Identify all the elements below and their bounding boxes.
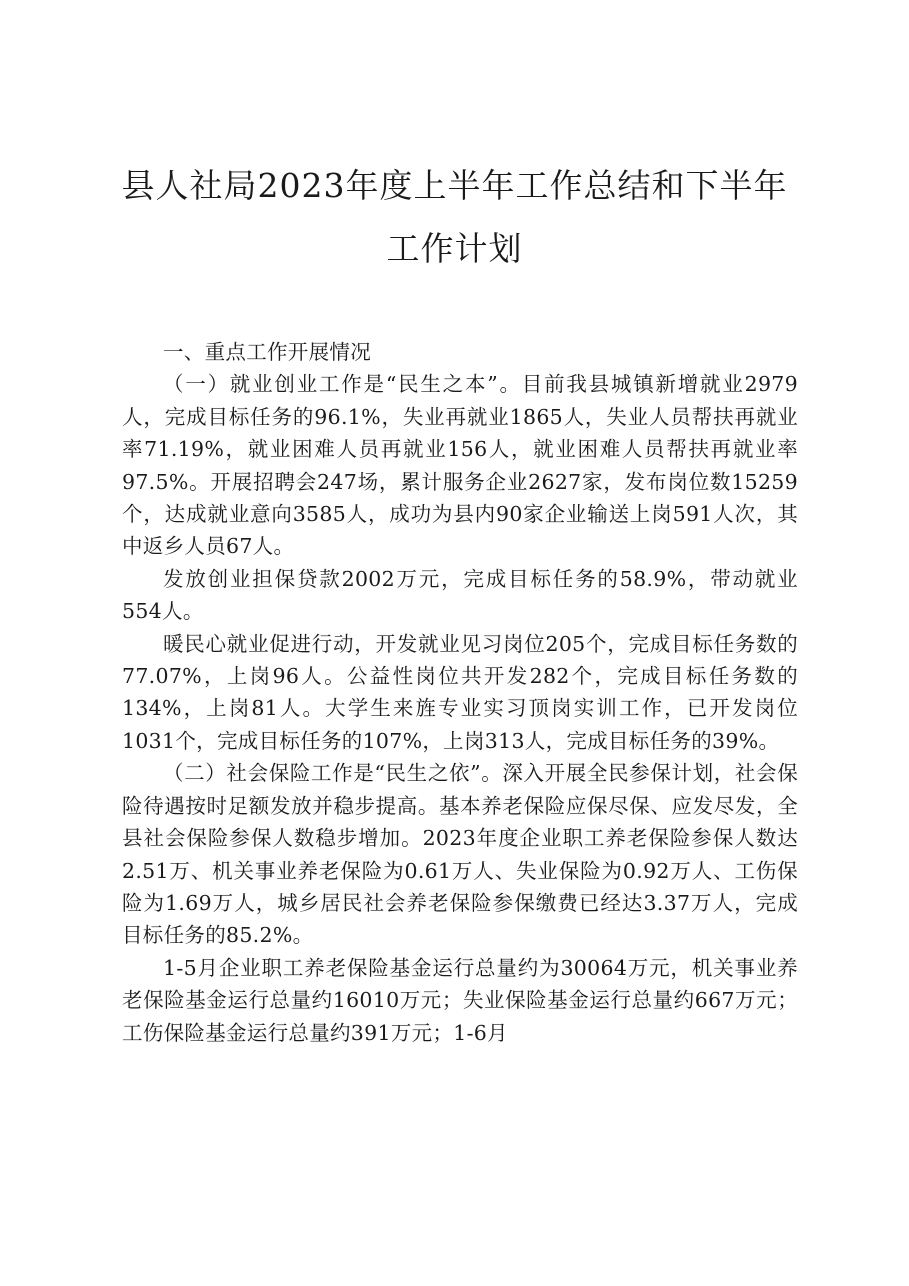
document-title-line-1: 县人社局2023年度上半年工作总结和下半年: [121, 166, 788, 205]
paragraph-fund-operation: 1-5月企业职工养老保险基金运行总量约为30064万元，机关事业养老保险基金运行总量约16010万元；失业保险基金运行总量约667万元；工伤保险基金运行总量约391万元；1-6月: [122, 955, 798, 1045]
paragraph-employment-promotion: 暖民心就业促进行动，开发就业见习岗位205个，完成目标任务数的77.07%，上岗96人。公益性岗位共开发282个，完成目标任务数的134%，上岗81人。大学生来旌专业实习顶岗实训工作，已开发岗位1031个，完成目标任务的107%，上岗313人，完成目标任务的39%。: [122, 631, 798, 753]
paragraph-employment: （一）就业创业工作是“民生之本”。目前我县城镇新增就业2979人，完成目标任务的96.1%，失业再就业1865人，失业人员帮扶再就业率71.19%，就业困难人员再就业156人，就业困难人员帮扶再就业率97.5%。开展招聘会247场，累计服务企业2627家，发布岗位数15259个，达成就业意向3585人，成功为县内90家企业输送上岗591人次，其中返乡人员67人。: [122, 372, 798, 559]
document-body: [122, 336, 798, 1049]
section-heading-key-work: 一、重点工作开展情况: [163, 340, 371, 364]
paragraph-entrepreneurship-loans: 发放创业担保贷款2002万元，完成目标任务的58.9%，带动就业554人。: [122, 566, 798, 624]
document-title-line-2: 工作计划: [386, 229, 523, 268]
paragraph-social-insurance: （二）社会保险工作是“民生之依”。深入开展全民参保计划，社会保险待遇按时足额发放并稳步提高。基本养老保险应保尽保、应发尽发，全县社会保险参保人数稳步增加。2023年度企业职工养老保险参保人数达2.51万、机关事业养老保险为0.61万人、失业保险为0.92万人、工伤保险为1.69万人，城乡居民社会养老保险参保缴费已经达3.37万人，完成目标任务的85.2%。: [122, 761, 798, 948]
